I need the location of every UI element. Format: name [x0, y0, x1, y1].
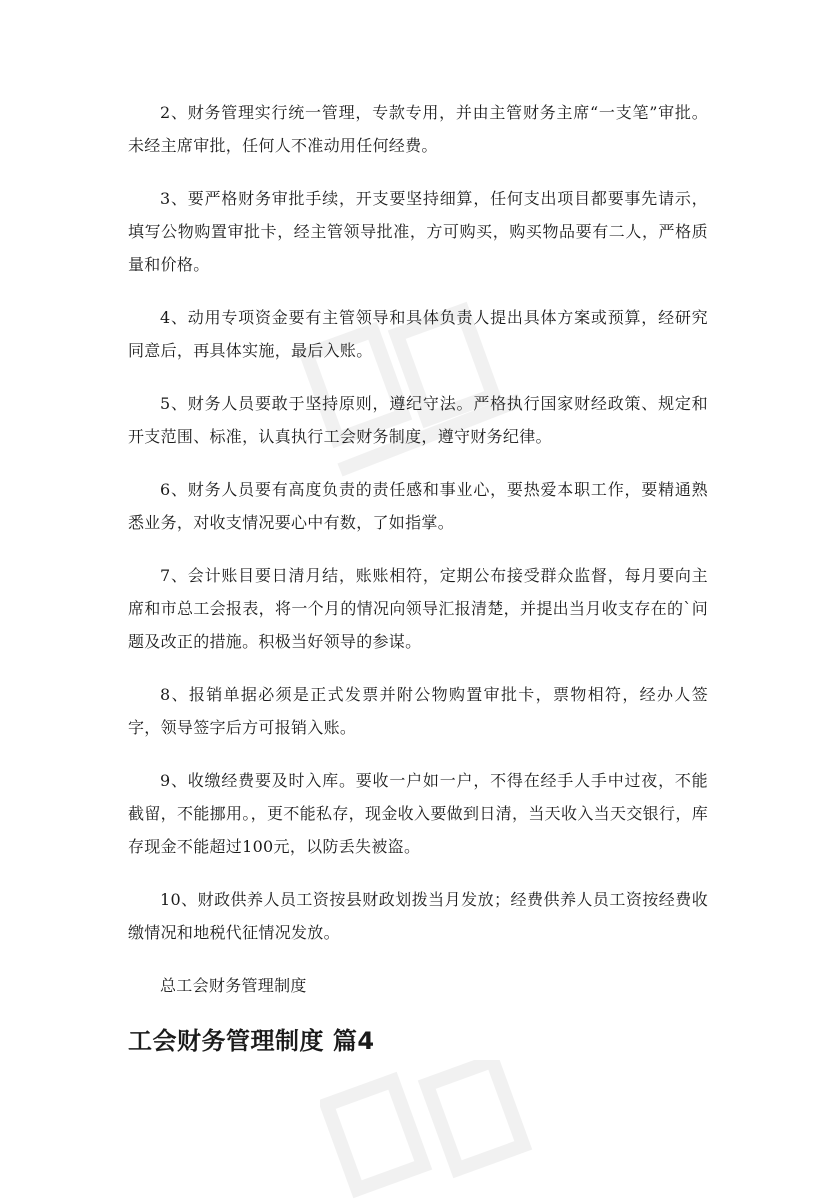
- paragraph-10: 10、财政供养人员工资按县财政划拨当月发放；经费供养人员工资按经费收缴情况和地税代征情况发放。: [128, 890, 708, 942]
- paragraph-3: 3、要严格财务审批手续，开支要坚持细算，任何支出项目都要事先请示，填写公物购置审批卡，经主管领导批准，方可购买，购买物品要有二人，严格质量和价格。: [128, 189, 708, 274]
- paragraph-2: 2、财务管理实行统一管理，专款专用，并由主管财务主席“一支笔”审批。未经主席审批，任何人不准动用任何经费。: [128, 103, 708, 155]
- document-body: [128, 96, 708, 1058]
- section-heading: 工会财务管理制度 篇4: [128, 1027, 375, 1055]
- paragraph-4: 4、动用专项资金要有主管领导和具体负责人提出具体方案或预算，经研究同意后，再具体实施，最后入账。: [128, 308, 708, 360]
- paragraph-6: 6、财务人员要有高度负责的责任感和事业心，要热爱本职工作，要精通熟悉业务，对收支情况要心中有数，了如指掌。: [128, 480, 708, 532]
- paragraph-9: 9、收缴经费要及时入库。要收一户如一户，不得在经手人手中过夜，不能截留，不能挪用。，更不能私存，现金收入要做到日清，当天收入当天交银行，库存现金不能超过100元，以防丢失被盗。: [128, 771, 708, 856]
- watermark-icon: [320, 1060, 580, 1200]
- closing-line: 总工会财务管理制度: [160, 976, 307, 995]
- paragraph-5: 5、财务人员要敢于坚持原则，遵纪守法。严格执行国家财经政策、规定和开支范围、标准，认真执行工会财务制度，遵守财务纪律。: [128, 394, 708, 446]
- paragraph-7: 7、会计账目要日清月结，账账相符，定期公布接受群众监督，每月要向主席和市总工会报表，将一个月的情况向领导汇报清楚，并提出当月收支存在的`问题及改正的措施。积极当好领导的参谋。: [128, 566, 708, 651]
- paragraph-8: 8、报销单据必须是正式发票并附公物购置审批卡，票物相符，经办人签字，领导签字后方可报销入账。: [128, 685, 708, 737]
